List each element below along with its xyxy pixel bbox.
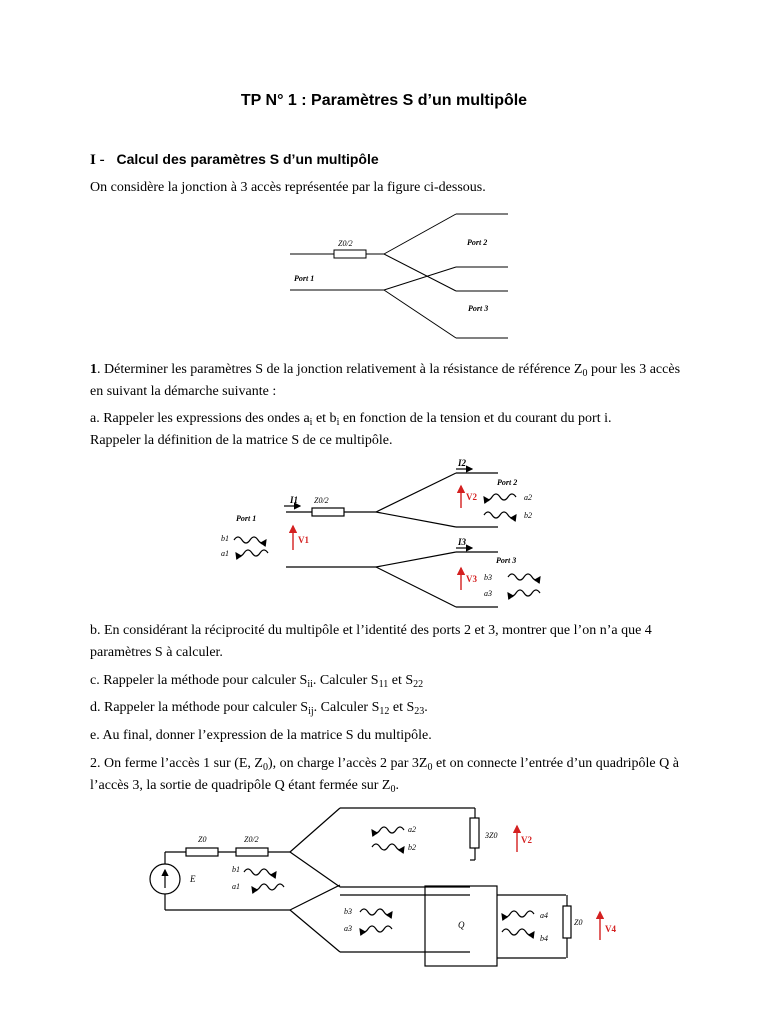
- question-1: 1. Déterminer les paramètres S de la jonction relativement à la résistance de référence $Z_0$ pour les 3 accès en suivant la démarche suivante :: [90, 362, 681, 399]
- section-title: Calcul des paramètres S d’un multipôle: [116, 151, 379, 167]
- fig2-i2-label: I2: [458, 458, 467, 468]
- question-b: b. En considérant la réciprocité du multipôle et l’identité des ports 2 et 3, montrer que l’on n’a que 4 paramètres S à calculer.: [90, 623, 652, 660]
- fig3-zload-label: Z0: [574, 918, 583, 927]
- fig2-i1-label: I1: [290, 495, 299, 505]
- fig3-z0-label: Z0: [198, 835, 207, 844]
- fig2-v1-label: V1: [298, 535, 309, 545]
- fig3-b2-label: b2: [408, 843, 416, 852]
- fig2-b3-label: b3: [484, 573, 492, 582]
- fig3-b3-label: b3: [344, 907, 352, 916]
- fig2-resistor-label: Z0/2: [314, 496, 329, 505]
- fig1-port3-label: Port 3: [468, 304, 489, 313]
- fig3-q-label: Q: [458, 920, 465, 930]
- fig2-b2-label: b2: [524, 511, 532, 520]
- fig2-port2-label: Port 2: [497, 478, 518, 487]
- question-e: e. Au final, donner l’expression de la matrice S du multipôle.: [90, 728, 432, 743]
- fig3-v4-label: V4: [605, 924, 616, 934]
- question-d: d. Rappeler la méthode pour calculer $S_{ij}$. Calculer $S_{12}$ et $S_{23}$.: [90, 700, 428, 717]
- fig3-a3-label: a3: [344, 924, 352, 933]
- fig3-b1-label: b1: [232, 865, 240, 874]
- question-2: 2. On ferme l’accès 1 sur (E, $Z_0$), on charge l’accès 2 par $3Z_0$ et on connecte l’entrée d’un quadripôle Q à l’accès 3, la sortie de quadripôle Q étant fermée sur $Z_0$.: [90, 756, 679, 795]
- fig3-a2-label: a2: [408, 825, 416, 834]
- fig3-b4-label: b4: [540, 934, 548, 943]
- fig3-e-label: E: [190, 874, 196, 884]
- fig1-port1-label: Port 1: [294, 274, 315, 283]
- fig2-v3-label: V3: [466, 574, 477, 584]
- intro-paragraph: On considère la jonction à 3 accès représentée par la figure ci-dessous.: [90, 180, 486, 195]
- fig3-a4-label: a4: [540, 911, 548, 920]
- fig3-a1-label: a1: [232, 882, 240, 891]
- fig1-resistor-label: Z0/2: [338, 239, 353, 248]
- fig2-port3-label: Port 3: [496, 556, 517, 565]
- fig2-i3-label: I3: [458, 537, 467, 547]
- fig1-port2-label: Port 2: [467, 238, 488, 247]
- question-a: a. Rappeler les expressions des ondes $a_i$ et $b_i$ en fonction de la tension et du courant du port i. Rappeler la définition de la matrice S de ce multipôle.: [90, 411, 612, 448]
- question-c: c. Rappeler la méthode pour calculer $S_{ii}$. Calculer $S_{11}$ et $S_{22}$: [90, 673, 424, 690]
- fig2-a2-label: a2: [524, 493, 532, 502]
- fig2-a3-label: a3: [484, 589, 492, 598]
- fig2-port1-label: Port 1: [236, 514, 257, 523]
- section-number: I -: [90, 152, 105, 168]
- page-title: TP N° 1 : Paramètres S d’un multipôle: [240, 92, 528, 109]
- fig2-b1-label: b1: [221, 534, 229, 543]
- fig2-a1-label: a1: [221, 549, 229, 558]
- question-1-number: 1: [90, 362, 97, 377]
- fig3-z0half-label: Z0/2: [244, 835, 259, 844]
- fig3-v2-label: V2: [521, 835, 532, 845]
- fig3-load-label: 3Z0: [485, 831, 498, 840]
- fig2-v2-label: V2: [466, 492, 477, 502]
